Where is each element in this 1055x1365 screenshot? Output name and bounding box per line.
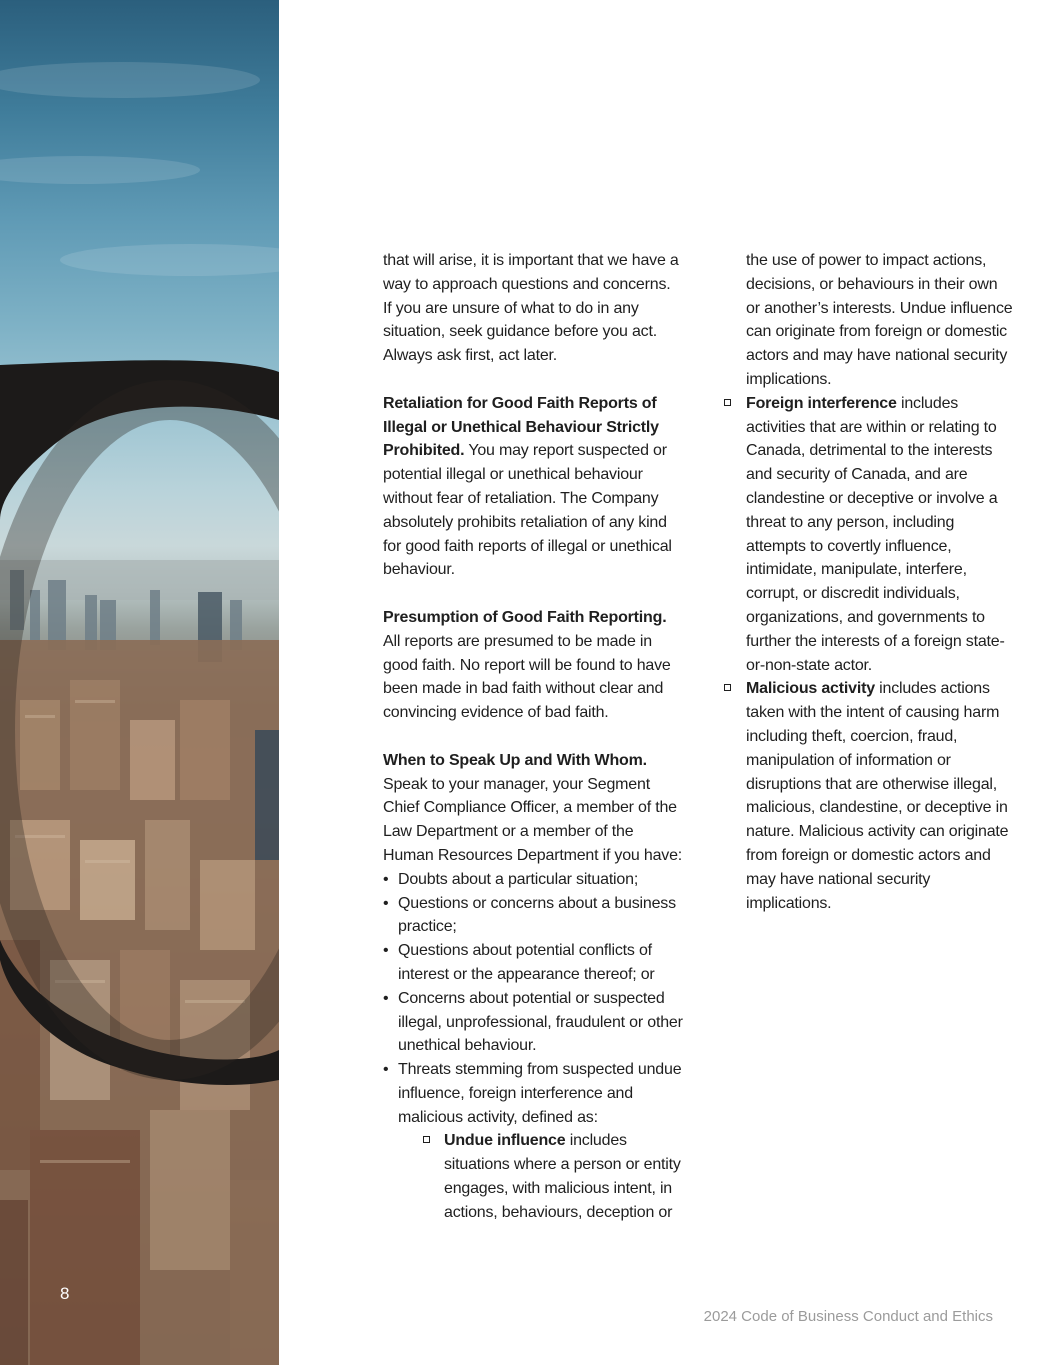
undue-influence-text: includes situations where a person or entity engages, with malicious intent, in actions, behaviours, deception or bbox=[444, 1132, 681, 1221]
square-bullet-icon bbox=[423, 1136, 430, 1143]
speak-up-heading: When to Speak Up and With Whom. bbox=[383, 751, 647, 769]
undue-influence-item bbox=[427, 1129, 683, 1224]
speak-up-body: Speak to your manager, your Segment Chief Compliance Officer, a member of the Law Department or a member of the Human Resources Department if you have: bbox=[383, 775, 683, 864]
foreign-interference-term: Foreign interference bbox=[746, 394, 897, 412]
foreign-interference-text: includes activities that are within or relating to Canada, detrimental to the interests and security of Canada, and are clandestine or deceptive or involve a threat to any person, including attempts to covertly influence, intimidate, manipulate, interfere, corrupt, or discredit individuals, organizations, and governments to further the interests of a foreign state-or-non-state actor. bbox=[746, 394, 1005, 674]
right-text-column bbox=[723, 249, 1013, 915]
list-item bbox=[383, 1058, 683, 1225]
threats-bullet-text: Threats stemming from suspected undue influence, foreign interference and malicious activity, defined as: bbox=[398, 1061, 682, 1126]
intro-paragraph: that will arise, it is important that we have a way to approach questions and concerns. If you are unsure of what to do in any situation, seek guidance before you act. Always ask first, act later. bbox=[383, 252, 679, 365]
list-item: • Questions or concerns about a business practice; bbox=[383, 892, 683, 940]
speak-up-bullet-list bbox=[383, 868, 683, 1225]
left-text-column bbox=[383, 249, 683, 1225]
page-number: 8 bbox=[60, 1284, 70, 1303]
list-item: • Questions about potential conflicts of interest or the appearance thereof; or bbox=[383, 939, 683, 987]
document-footer: 2024 Code of Business Conduct and Ethics bbox=[703, 1308, 993, 1325]
presumption-heading: Presumption of Good Faith Reporting. bbox=[383, 608, 667, 626]
retaliation-heading: Retaliation for Good Faith Reports of Illegal or Unethical Behaviour Strictly Prohibited. bbox=[383, 394, 659, 460]
malicious-activity-item bbox=[723, 677, 1013, 915]
presumption-paragraph bbox=[383, 606, 683, 725]
malicious-activity-text: includes actions taken with the intent of causing harm including theft, coercion, fraud, manipulation of information or disruptions that are otherwise illegal, malicious, clandestine, or deceptive in nature. Malicious activity can originate from foreign or domestic actors and may have national security implications. bbox=[746, 680, 1009, 912]
square-bullet-icon bbox=[724, 684, 731, 691]
retaliation-body: You may report suspected or potential illegal or unethical behaviour without fear of retaliation. The Company absolutely prohibits retaliation of any kind for good faith reports of illegal or unethical behaviour. bbox=[383, 442, 672, 579]
retaliation-paragraph bbox=[383, 392, 683, 582]
square-bullet-icon bbox=[724, 399, 731, 406]
foreign-interference-item bbox=[723, 392, 1013, 678]
presumption-body: All reports are presumed to be made in good faith. No report will be found to have been made in bad faith without clear and convincing evidence of bad faith. bbox=[383, 632, 671, 722]
malicious-activity-term: Malicious activity bbox=[746, 680, 875, 698]
city-through-glasses-photo bbox=[0, 0, 279, 1365]
list-item: • Doubts about a particular situation; bbox=[383, 868, 683, 892]
list-item: • Concerns about potential or suspected illegal, unprofessional, fraudulent or other unethical behaviour. bbox=[383, 987, 683, 1058]
definitions-sublist bbox=[398, 1129, 683, 1224]
undue-influence-term: Undue influence bbox=[444, 1132, 566, 1150]
undue-influence-continuation: the use of power to impact actions, decisions, or behaviours in their own or another’s interests. Undue influence can originate from foreign or domestic actors and may have national security implications. bbox=[746, 252, 1013, 388]
photo-illustration bbox=[0, 0, 279, 1365]
speak-up-paragraph bbox=[383, 749, 683, 868]
